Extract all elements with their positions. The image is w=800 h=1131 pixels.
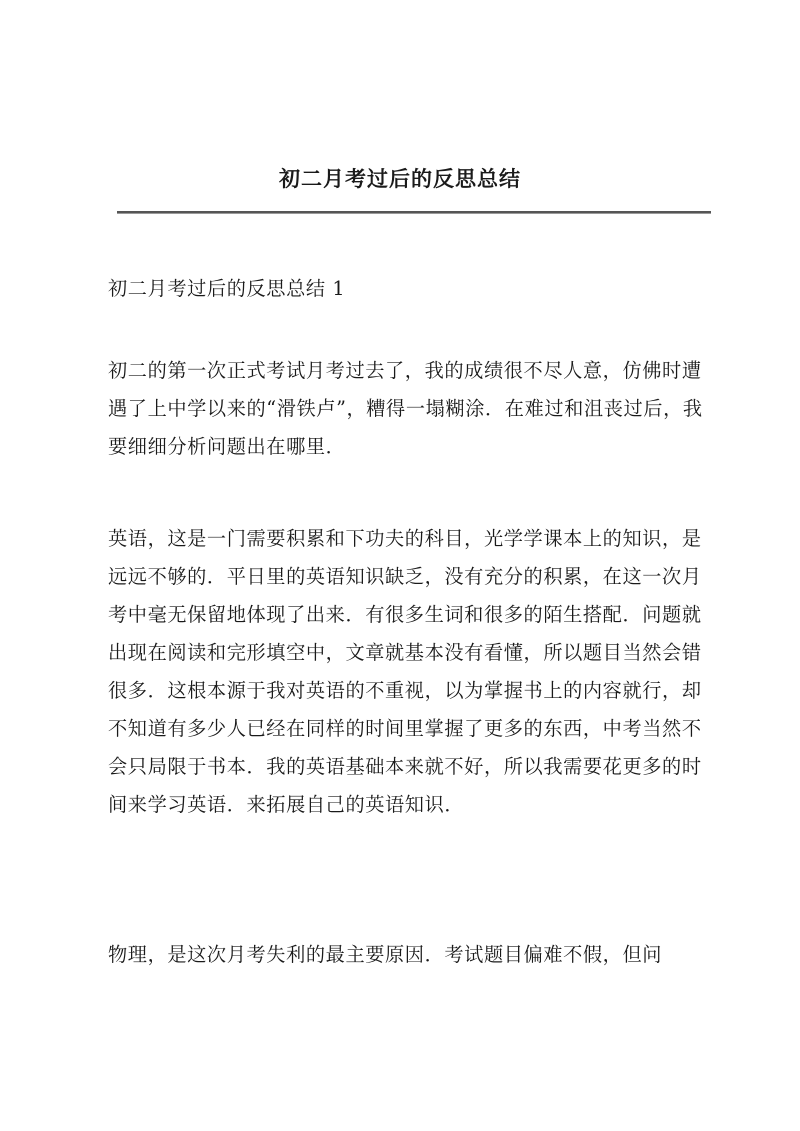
title-divider (117, 211, 711, 214)
document-title: 初二月考过后的反思总结 (279, 166, 521, 191)
paragraph-intro: 初二的第一次正式考试月考过去了，我的成绩很不尽人意，仿佛时遭遇了上中学以来的“滑铁卢”，糟得一塌糊涂．在难过和沮丧过后，我要细细分析问题出在哪里． (108, 359, 703, 458)
paragraph-physics: 物理，是这次月考失利的最主要原因．考试题目偏难不假，但问 (108, 943, 663, 966)
paragraph-english: 英语，这是一门需要积累和下功夫的科目，光学学课本上的知识，是远远不够的．平日里的英语知识缺乏，没有充分的积累，在这一次月考中毫无保留地体现了出来．有很多生词和很多的陌生搭配．问题就出现在阅读和完形填空中，文章就基本没有看懂，所以题目当然会错很多．这根本源于我对英语的不重视，以为掌握书上的内容就行，却不知道有多少人已经在同样的时间里掌握了更多的东西，中考当然不会只局限于书本．我的英语基础本来就不好，所以我需要花更多的时间来学习英语．来拓展自己的英语知识． (108, 527, 702, 816)
section-heading: 初二月考过后的反思总结 1 (108, 277, 346, 300)
